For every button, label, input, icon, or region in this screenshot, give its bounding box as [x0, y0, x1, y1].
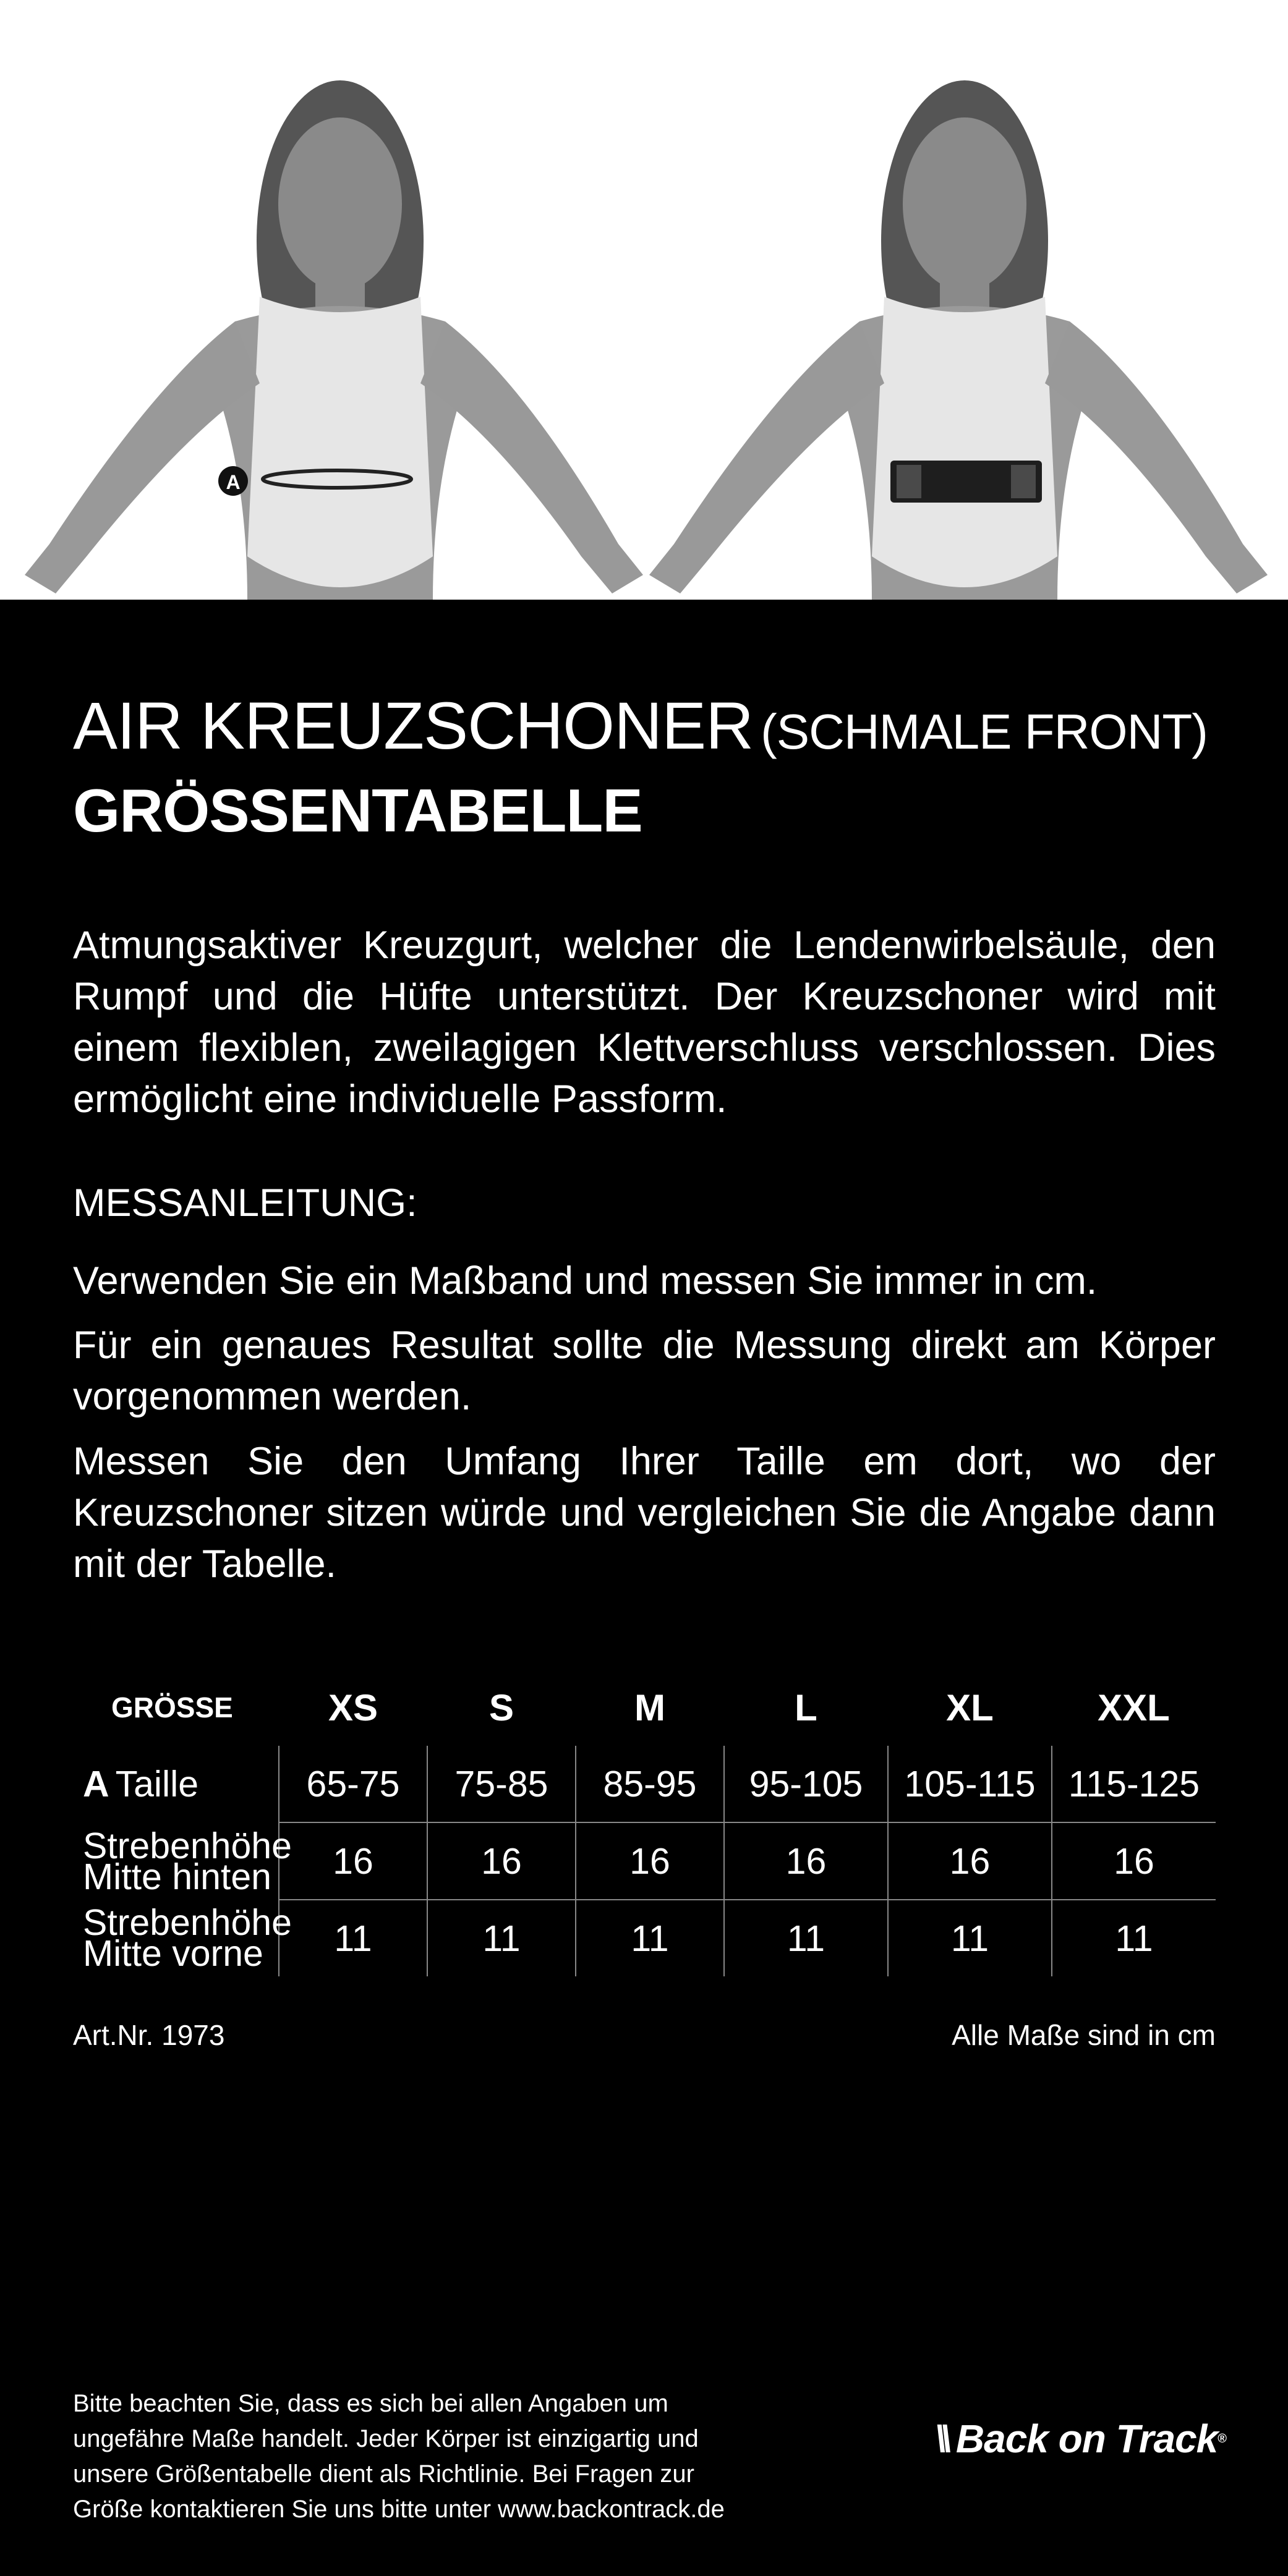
table-cell: 16 [1052, 1822, 1216, 1900]
table-cell: 95-105 [724, 1746, 888, 1822]
table-cell: 16 [888, 1822, 1052, 1900]
size-xl: XL [946, 1686, 994, 1728]
disclaimer-line: unsere Größentabelle dient als Richtlinie. Bei Fragen zur [73, 2460, 694, 2488]
marker-a-label: A [226, 471, 241, 493]
table-row-back-height [73, 1822, 1216, 1900]
row-label-letter: A [83, 1764, 109, 1804]
size-xs: XS [328, 1686, 378, 1728]
table-cell: 65-75 [279, 1746, 427, 1822]
product-title [73, 688, 1208, 763]
table-cell: 11 [576, 1900, 724, 1976]
table-cell: 11 [724, 1900, 888, 1976]
table-cell: 75-85 [427, 1746, 576, 1822]
article-number: Art.Nr. 1973 [73, 2019, 225, 2051]
disclaimer-line: Bitte beachten Sie, dass es sich bei allen Angaben um [73, 2390, 668, 2417]
measure-step-3: Messen Sie den Umfang Ihrer Taille em dort, wo der Kreuzschoner sitzen würde und vergleichen Sie die Angabe dann mit der Tabelle. [73, 1440, 1216, 1586]
registered-mark: ® [1218, 2431, 1226, 2446]
size-table [73, 1669, 1216, 1976]
row-label-front-height [73, 1900, 292, 1976]
table-cell: 11 [1052, 1900, 1216, 1976]
size-header-row [73, 1669, 1216, 1746]
table-cell: 85-95 [576, 1746, 724, 1822]
row-label-line: Strebenhöhe [83, 1902, 292, 1943]
row-label-line: Mitte hinten [83, 1856, 271, 1897]
size-xxl: XXL [1098, 1686, 1170, 1728]
measure-step-2: Für ein genaues Resultat sollte die Messung direkt am Körper vorgenommen werden. [73, 1324, 1216, 1418]
table-cell: 16 [427, 1822, 576, 1900]
table-cell: 115-125 [1052, 1746, 1216, 1822]
table-row-waist [73, 1746, 1216, 1822]
brand-mark-icon: \\ [935, 2418, 946, 2460]
unit-note: Alle Maße sind in cm [952, 2019, 1216, 2051]
measure-heading: MESSANLEITUNG: [73, 1181, 417, 1225]
table-cell: 11 [888, 1900, 1052, 1976]
intro-text: Atmungsaktiver Kreuzgurt, welcher die Lendenwirbelsäule, den Rumpf und die Hüfte unterstützt. Der Kreuzschoner wird mit einem flexiblen, zweilagigen Klettverschluss verschlossen. Dies ermöglicht eine individuelle Passform. [73, 924, 1216, 1121]
table-cell: 105-115 [888, 1746, 1052, 1822]
brand-name: Back on Track [955, 2417, 1218, 2461]
brand-logo [936, 2416, 1226, 2462]
table-cell: 11 [279, 1900, 427, 1976]
disclaimer-line: Größe kontaktieren Sie uns bitte unter www.backontrack.de [73, 2496, 725, 2523]
product-title-main: AIR KREUZSCHONER [73, 688, 754, 763]
size-column-header: GRÖSSE [111, 1691, 233, 1724]
figure-wearing-brace [649, 80, 1268, 600]
table-cell: 16 [279, 1822, 427, 1900]
table-cell: 11 [427, 1900, 576, 1976]
figure-drawings [0, 0, 1288, 600]
row-label-line: Mitte vorne [83, 1933, 263, 1974]
product-illustration [0, 0, 1288, 600]
row-label-line: Strebenhöhe [83, 1825, 292, 1866]
table-row-front-height [73, 1900, 1216, 1976]
size-s: S [488, 1686, 514, 1728]
figure-measurement [25, 80, 643, 600]
disclaimer [73, 2386, 846, 2527]
size-m: M [634, 1686, 665, 1728]
size-l: L [795, 1686, 817, 1728]
table-cell: 16 [724, 1822, 888, 1900]
row-label-back-height [73, 1822, 292, 1900]
page-subtitle: GRÖSSENTABELLE [73, 776, 642, 844]
row-label-waist [73, 1746, 279, 1822]
product-title-sub: (SCHMALE FRONT) [761, 704, 1208, 759]
table-cell: 16 [576, 1822, 724, 1900]
measure-step-1: Verwenden Sie ein Maßband und messen Sie immer in cm. [73, 1259, 1098, 1303]
row-label-text: Taille [115, 1764, 199, 1804]
disclaimer-line: ungefähre Maße handelt. Jeder Körper ist einzigartig und [73, 2425, 699, 2452]
